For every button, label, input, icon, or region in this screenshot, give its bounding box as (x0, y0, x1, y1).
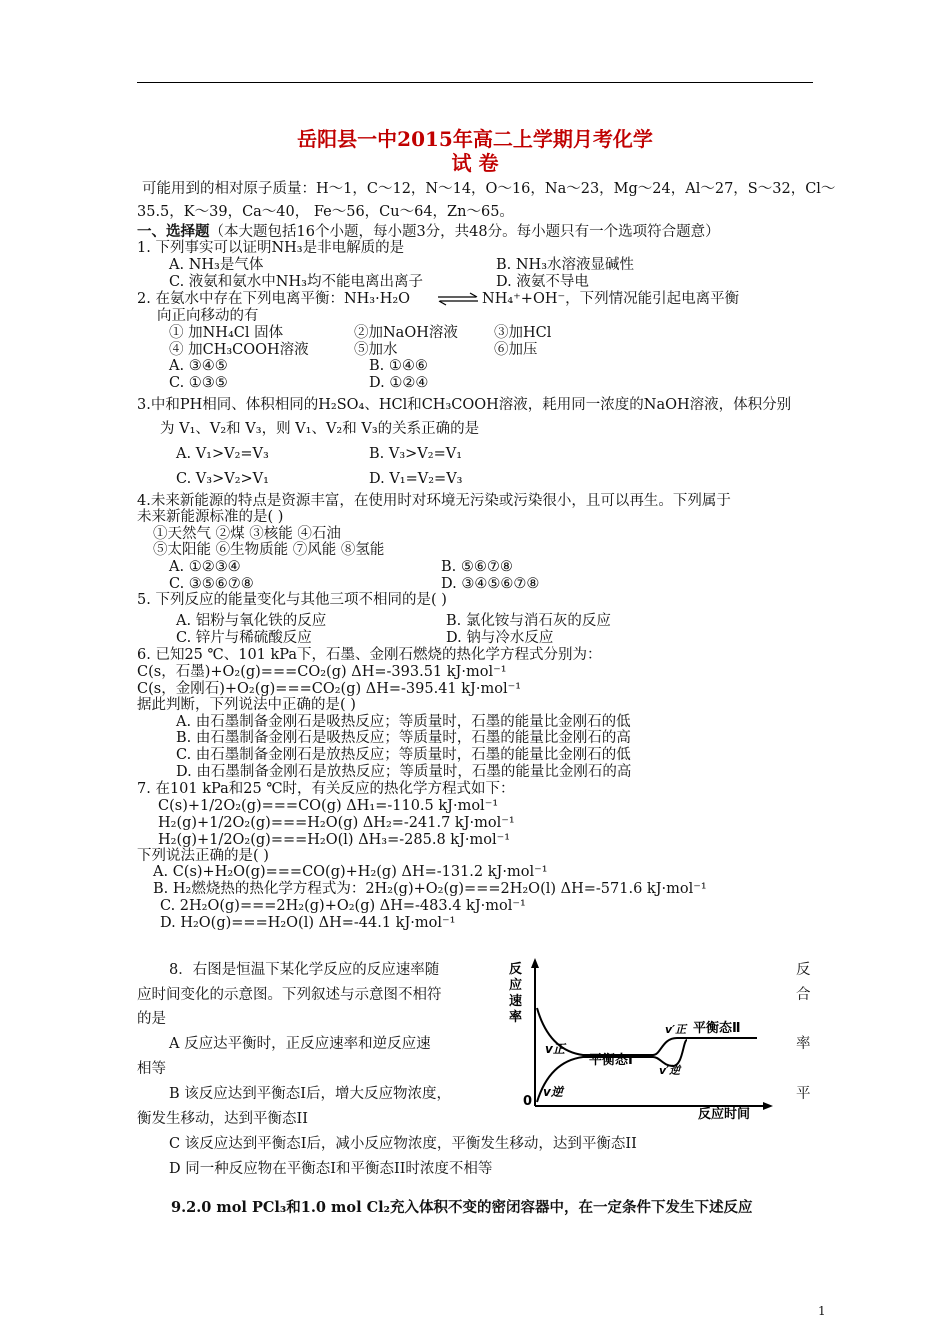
q8-option-a-line2: 相等 (137, 1061, 166, 1077)
q4-option-d: D. ③④⑤⑥⑦⑧ (441, 576, 540, 592)
y-label-char-1: 反 (509, 962, 523, 977)
q7-option-b: B. H₂燃烧热的热化学方程式为：2H₂(g)+O₂(g)===2H₂O(l) ΔH=-571.6 kJ·mol⁻¹ (153, 881, 707, 897)
q3-option-c: C. V₃>V₂>V₁ (176, 471, 269, 487)
q7-equation-3: H₂(g)+1/2O₂(g)===H₂O(l) ΔH₃=-285.8 kJ·mol⁻¹ (158, 832, 511, 848)
q2-item-6: ⑥加压 (494, 342, 538, 358)
q4-items-1: ①天然气 ②煤 ③核能 ④石油 (153, 526, 341, 542)
q7-equation-1: C(s)+1/2O₂(g)===CO(g) ΔH₁=-110.5 kJ·mol⁻¹ (158, 798, 499, 814)
q4-option-b: B. ⑤⑥⑦⑧ (441, 559, 513, 575)
x-axis-arrow-icon (763, 1102, 773, 1110)
q2-item-1: ① 加NH₄Cl 固体 (169, 325, 284, 341)
q2-option-d: D. ①②④ (369, 375, 429, 391)
q8-line-2: 应时间变化的示意图。下列叙述与示意图不相符 (137, 987, 442, 1003)
q8-option-c: C 该反应达到平衡态Ⅰ后，减小反应物浓度，平衡发生移动，达到平衡态II (169, 1136, 637, 1152)
q8-option-b-line2: 衡发生移动，达到平衡态II (137, 1111, 308, 1127)
y-label-char-4: 率 (509, 1010, 523, 1025)
q7-equation-2: H₂(g)+1/2O₂(g)===H₂O(g) ΔH₂=-241.7 kJ·mol⁻¹ (158, 815, 515, 831)
equilibrium-1-label: 平衡态Ⅰ (589, 1053, 633, 1068)
q8-side-char-3: 率 (796, 1036, 811, 1052)
q2-item-2: ②加NaOH溶液 (354, 325, 458, 341)
atomic-mass-line2: 35.5，K～39，Ca～40， Fe～56，Cu～64，Zn～65。 (137, 204, 514, 220)
section-heading: 一、选择题 (137, 223, 210, 240)
q2-option-c: C. ①③⑤ (169, 375, 228, 391)
atomic-mass-line1: 可能用到的相对原子质量：H～1，C～12，N～14，O～16，Na～23，Mg～24，Al～27，S～32，Cl～ (142, 181, 836, 197)
y-label-char-3: 速 (509, 994, 523, 1009)
q6-option-c: C. 由石墨制备金刚石是放热反应；等质量时，石墨的能量比金刚石的低 (176, 747, 631, 763)
v-forward-prime-label: v′正 (665, 1023, 687, 1036)
q2-item-4: ④ 加CH₃COOH溶液 (169, 342, 309, 358)
origin-label: 0 (523, 1094, 533, 1109)
q2-option-a: A. ③④⑤ (169, 358, 228, 374)
q6-stem: 6. 已知25 ℃、101 kPa下，石墨、金刚石燃烧的热化学方程式分别为： (137, 647, 602, 663)
page-number: 1 (818, 1304, 826, 1318)
q5-option-b: B. 氯化铵与消石灰的反应 (446, 613, 611, 629)
q7-stem: 7. 在101 kPa和25 ℃时，有关反应的热化学方程式如下： (137, 781, 515, 797)
q5-option-d: D. 钠与冷水反应 (446, 630, 554, 646)
q5-option-a: A. 铝粉与氧化铁的反应 (176, 613, 327, 629)
q4-option-a: A. ①②③④ (169, 559, 241, 575)
reaction-rate-graph (505, 956, 780, 1124)
q8-side-char-1: 反 (796, 962, 811, 978)
q4-stem: 4.未来新能源的特点是资源丰富，在使用时对环境无污染或污染很小，且可以再生。下列属于 (137, 493, 731, 509)
q8-line-1: 8．右图是恒温下某化学反应的反应速率随 (169, 962, 440, 978)
x-axis-label: 反应时间 (698, 1107, 751, 1122)
top-rule (137, 82, 813, 83)
y-label-char-2: 应 (509, 978, 523, 993)
q2-option-b: B. ①④⑥ (369, 358, 428, 374)
v-reverse-prime-label: v′逆 (659, 1064, 681, 1077)
q3-option-b: B. V₃>V₂=V₁ (369, 446, 463, 462)
q6-option-b: B. 由石墨制备金刚石是吸热反应；等质量时，石墨的能量比金刚石的高 (176, 730, 631, 746)
q6-option-d: D. 由石墨制备金刚石是放热反应；等质量时，石墨的能量比金刚石的高 (176, 764, 632, 780)
q1-option-c: C. 液氨和氨水中NH₃均不能电离出离子 (169, 274, 423, 290)
q8-option-a-line1: A 反应达平衡时，正反应速率和逆反应速 (169, 1036, 431, 1052)
q4-items-2: ⑤太阳能 ⑥生物质能 ⑦风能 ⑧氢能 (153, 542, 385, 558)
q2-item-3: ③加HCl (494, 325, 552, 341)
q7-stem-2: 下列说法正确的是( ) (137, 848, 269, 864)
q4-stem-2: 未来新能源标准的是( ) (137, 509, 284, 525)
equilibrium-2-label: 平衡态Ⅱ (693, 1021, 741, 1036)
q5-stem: 5. 下列反应的能量变化与其他三项不相同的是( ) (137, 592, 447, 608)
section-heading-line (137, 223, 720, 241)
q2-stem-2: 向正向移动的有 (157, 308, 259, 324)
v-forward-label: v正 (545, 1042, 565, 1056)
q6-equation-2: C(s，金刚石)+O₂(g)===CO₂(g) ΔH=-395.41 kJ·mol⁻¹ (137, 681, 522, 697)
q2-item-5: ⑤加水 (354, 342, 398, 358)
q1-option-d: D. 液氨不导电 (496, 274, 589, 290)
v-reverse-label: v逆 (543, 1085, 563, 1099)
q3-stem-2: 为 V₁、V₂和 V₃，则 V₁、V₂和 V₃的关系正确的是 (160, 421, 480, 437)
q6-option-a: A. 由石墨制备金刚石是吸热反应；等质量时，石墨的能量比金刚石的低 (176, 714, 631, 730)
q6-equation-1: C(s，石墨)+O₂(g)===CO₂(g) ΔH=-393.51 kJ·mol⁻¹ (137, 664, 507, 680)
page-title: 岳阳县一中2015年高二上学期月考化学 (297, 127, 653, 151)
q7-option-d: D. H₂O(g)===H₂O(l) ΔH=-44.1 kJ·mol⁻¹ (160, 915, 456, 931)
q3-stem: 3.中和PH相同、体积相同的H₂SO₄、HCl和CH₃COOH溶液，耗用同一浓度的NaOH溶液，体积分别 (137, 397, 792, 413)
q4-option-c: C. ③⑤⑥⑦⑧ (169, 576, 254, 592)
q8-option-b-line1: B 该反应达到平衡态Ⅰ后，增大反应物浓度， (169, 1086, 451, 1102)
q9-stem: 9.2.0 mol PCl₃和1.0 mol Cl₂充入体积不变的密闭容器中，在一定条件下发生下述反应 (171, 1199, 753, 1216)
q5-option-c: C. 锌片与稀硫酸反应 (176, 630, 312, 646)
q8-option-d: D 同一种反应物在平衡态Ⅰ和平衡态II时浓度不相等 (169, 1161, 493, 1177)
q2-stem-b: NH₄⁺+OH⁻，下列情况能引起电离平衡 (482, 291, 740, 307)
y-axis-arrow-icon (531, 958, 539, 968)
section-note: （本大题包括16个小题，每小题3分，共48分。每小题只有一个选项符合题意） (209, 224, 720, 240)
q3-option-a: A. V₁>V₂=V₃ (176, 446, 269, 462)
q8-side-char-2: 合 (796, 987, 811, 1003)
q1-option-b: B. NH₃水溶液显碱性 (496, 257, 635, 273)
equilibrium-arrow-icon (436, 292, 480, 306)
q1-option-a: A. NH₃是气体 (169, 257, 264, 273)
q8-line-3: 的是 (137, 1011, 166, 1027)
q3-option-d: D. V₁=V₂=V₃ (369, 471, 463, 487)
page-subtitle: 试 卷 (451, 151, 499, 175)
q1-stem: 1. 下列事实可以证明NH₃是非电解质的是 (137, 240, 405, 256)
q7-option-a: A. C(s)+H₂O(g)===CO(g)+H₂(g) ΔH=-131.2 kJ·mol⁻¹ (153, 864, 548, 880)
q2-stem-a: 2. 在氨水中存在下列电离平衡：NH₃·H₂O (137, 291, 411, 307)
q7-option-c: C. 2H₂O(g)===2H₂(g)+O₂(g) ΔH=-483.4 kJ·mol⁻¹ (160, 898, 526, 914)
q6-stem-2: 据此判断，下列说法中正确的是( ) (137, 697, 356, 713)
q8-side-char-4: 平 (796, 1086, 811, 1102)
